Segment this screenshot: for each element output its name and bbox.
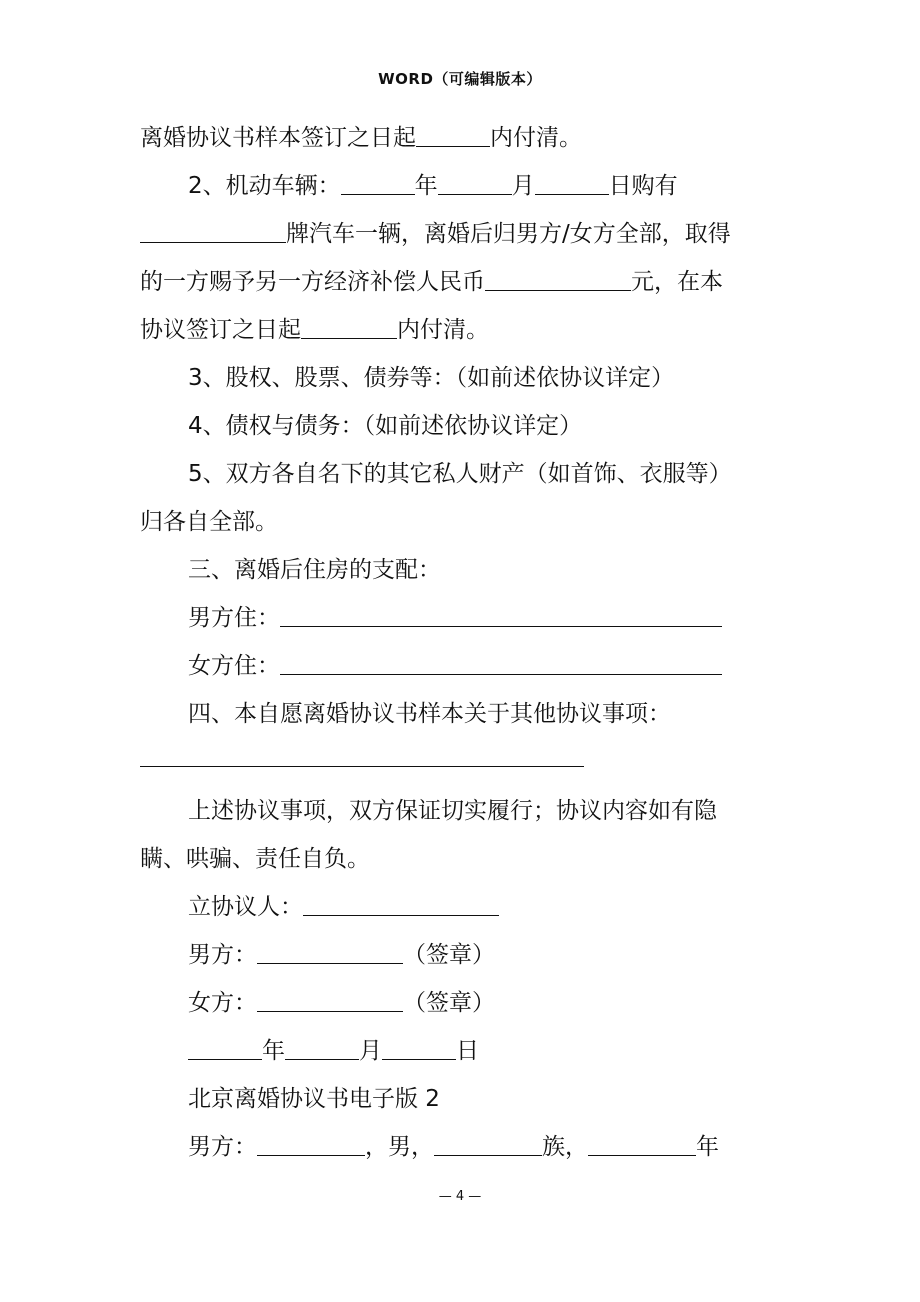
blank-field — [303, 885, 499, 916]
blank-field — [188, 1029, 262, 1060]
paragraph: 2、机动车辆： 年 月 日购有 — [140, 162, 780, 210]
blank-field — [588, 1125, 696, 1156]
paragraph: 的一方赐予另一方经济补偿人民币 元，在本 — [140, 258, 780, 306]
paragraph: 女方： （签章） — [140, 979, 780, 1027]
blank-field — [257, 1125, 365, 1156]
paragraph: 四、本自愿离婚协议书样本关于其他协议事项： — [188, 701, 671, 727]
paragraph: 上述协议事项，双方保证切实履行；协议内容如有隐 — [188, 798, 717, 824]
paragraph: 三、离婚后住房的支配： — [188, 557, 441, 583]
blank-field — [382, 1029, 456, 1060]
paragraph: 3、股权、股票、债券等：（如前述依协议详定） — [188, 365, 675, 391]
paragraph: 男方： ，男， 族， 年 — [140, 1123, 780, 1171]
document-body — [140, 114, 780, 1171]
paragraph: 年 月 日 — [140, 1027, 780, 1075]
paragraph: 女方住： — [140, 642, 780, 690]
paragraph: 男方住： — [140, 594, 780, 642]
paragraph: 牌汽车一辆，离婚后归男方/女方全部，取得 — [140, 210, 780, 258]
section-title: 北京离婚协议书电子版 2 — [188, 1086, 440, 1112]
blank-field — [301, 308, 397, 339]
paragraph: 瞒、哄骗、责任自负。 — [140, 846, 370, 872]
blank-field — [140, 212, 286, 243]
blank-field — [416, 116, 490, 147]
paragraph: 协议签订之日起 内付清。 — [140, 306, 780, 354]
blank-field — [535, 164, 609, 195]
paragraph: 5、双方各自名下的其它私人财产（如首饰、衣服等） — [188, 461, 732, 487]
blank-field — [257, 933, 403, 964]
blank-field — [280, 644, 722, 675]
paragraph: 离婚协议书样本签订之日起 内付清。 — [140, 114, 780, 162]
paragraph: 4、债权与债务：（如前述依协议详定） — [188, 413, 583, 439]
blank-line — [140, 738, 584, 767]
paragraph: 立协议人： — [140, 883, 780, 931]
blank-field — [438, 164, 512, 195]
blank-field — [434, 1125, 542, 1156]
page-number: — 4 — — [438, 1189, 482, 1204]
blank-field — [285, 1029, 359, 1060]
blank-field — [341, 164, 415, 195]
document-header: WORD（可编辑版本） — [378, 70, 542, 88]
blank-field — [257, 981, 403, 1012]
blank-field — [280, 596, 722, 627]
blank-field — [485, 260, 631, 291]
paragraph: 男方： （签章） — [140, 931, 780, 979]
paragraph: 归各自全部。 — [140, 509, 278, 535]
